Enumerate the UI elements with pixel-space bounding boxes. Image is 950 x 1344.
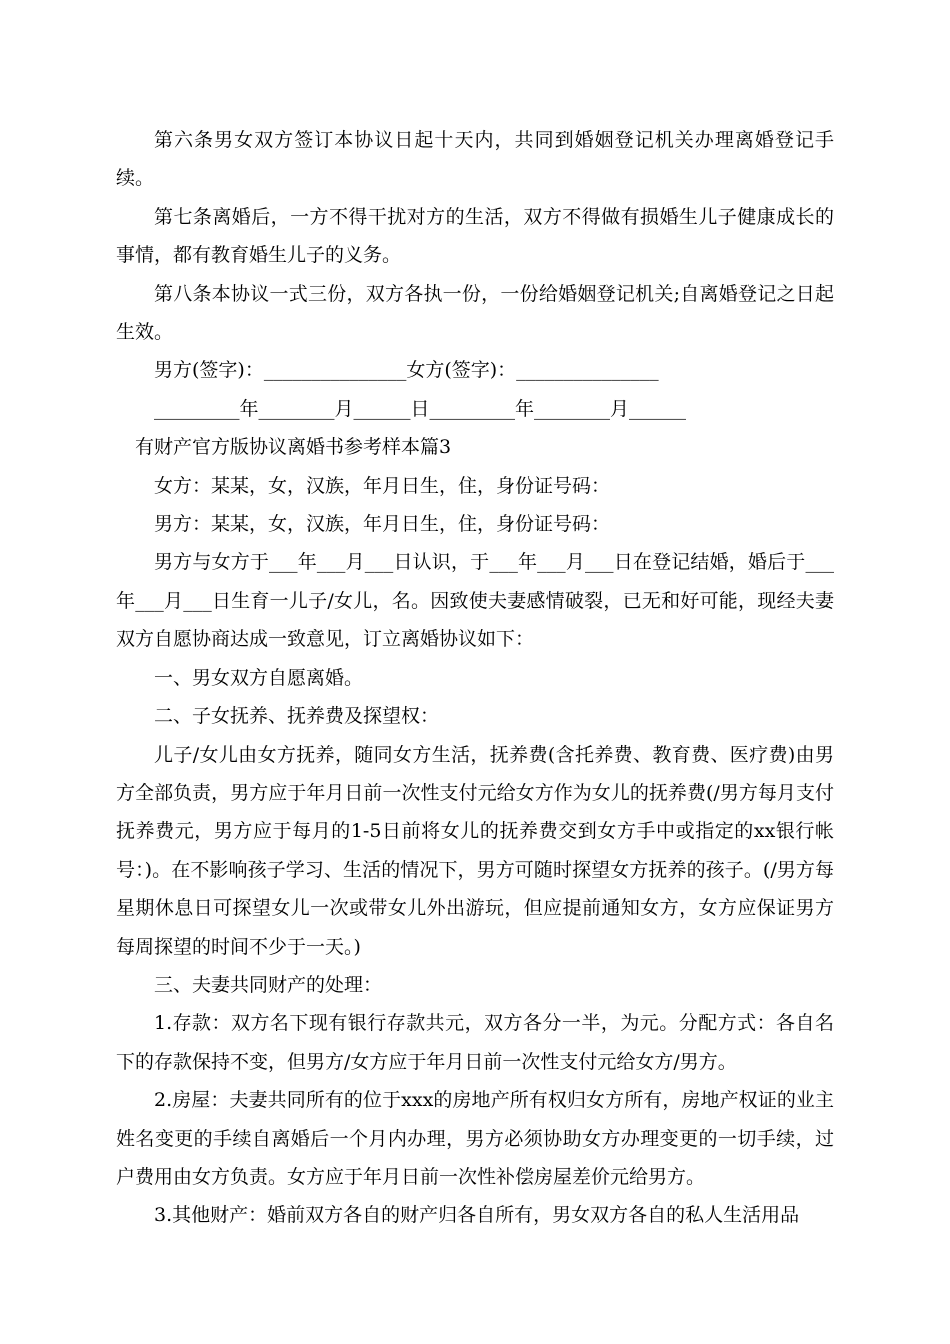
- clause-3-heading: 三、夫妻共同财产的处理：: [154, 973, 383, 996]
- housing-paragraph: 2.房屋：夫妻共同所有的位于xxx的房地产所有权归女方所有，房地产权证的业主姓名变更的手续自离婚后一个月内办理，男方必须协助女方办理变更的一切手续，过户费用由女方负责。女方应于年月日前一次性补偿房屋差价元给男方。: [116, 1089, 834, 1188]
- clause-1-heading: 一、男女双方自愿离婚。: [154, 666, 364, 689]
- clause-2-heading: 二、子女抚养、抚养费及探望权：: [154, 705, 440, 728]
- male-party-info: 男方：某某，女，汉族，年月日生，住，身份证号码：: [154, 513, 611, 536]
- female-party-info: 女方：某某，女，汉族，年月日生，住，身份证号码：: [154, 474, 611, 497]
- date-line: _________年________月______日_________年________月______: [154, 397, 687, 420]
- document-body: [116, 121, 834, 1235]
- deposits-paragraph: 1.存款：双方名下现有银行存款共元，双方各分一半，为元。分配方式：各自名下的存款保持不变，但男方/女方应于年月日前一次性支付元给女方/男方。: [116, 1012, 834, 1073]
- marriage-background-paragraph: 男方与女方于___年___月___日认识，于___年___月___日在登记结婚，婚后于___年___月___日生育一儿子/女儿，名。因致使夫妻感情破裂，已无和好可能，现经夫妻双方自愿协商达成一致意见，订立离婚协议如下：: [116, 551, 834, 651]
- article-6-paragraph: 第六条男女双方签订本协议日起十天内，共同到婚姻登记机关办理离婚登记手续。: [116, 129, 834, 190]
- article-8-paragraph: 第八条本协议一式三份，双方各执一份，一份给婚姻登记机关;自离婚登记之日起生效。: [116, 282, 834, 344]
- article-7-paragraph: 第七条离婚后，一方不得干扰对方的生活，双方不得做有损婚生儿子健康成长的事情，都有教育婚生儿子的义务。: [116, 205, 834, 267]
- child-custody-paragraph: 儿子/女儿由女方抚养，随同女方生活，抚养费(含托养费、教育费、医疗费)由男方全部负责，男方应于年月日前一次性支付元给女方作为女儿的抚养费(/男方每月支付抚养费元，男方应于每月的1-5日前将女儿的抚养费交到女方手中或指定的xx银行帐号：)。在不影响孩子学习、生活的情况下，男方可随时探望女方抚养的孩子。(/男方每星期休息日可探望女儿一次或带女儿外出游玩，但应提前通知女方，女方应保证男方每周探望的时间不少于一天。): [116, 743, 834, 958]
- signature-line: 男方(签字)：_______________女方(签字)：_______________: [154, 359, 659, 382]
- other-property-paragraph: 3.其他财产：婚前双方各自的财产归各自所有，男女双方各自的私人生活用品: [154, 1204, 800, 1227]
- section-title: 有财产官方版协议离婚书参考样本篇3: [135, 436, 452, 459]
